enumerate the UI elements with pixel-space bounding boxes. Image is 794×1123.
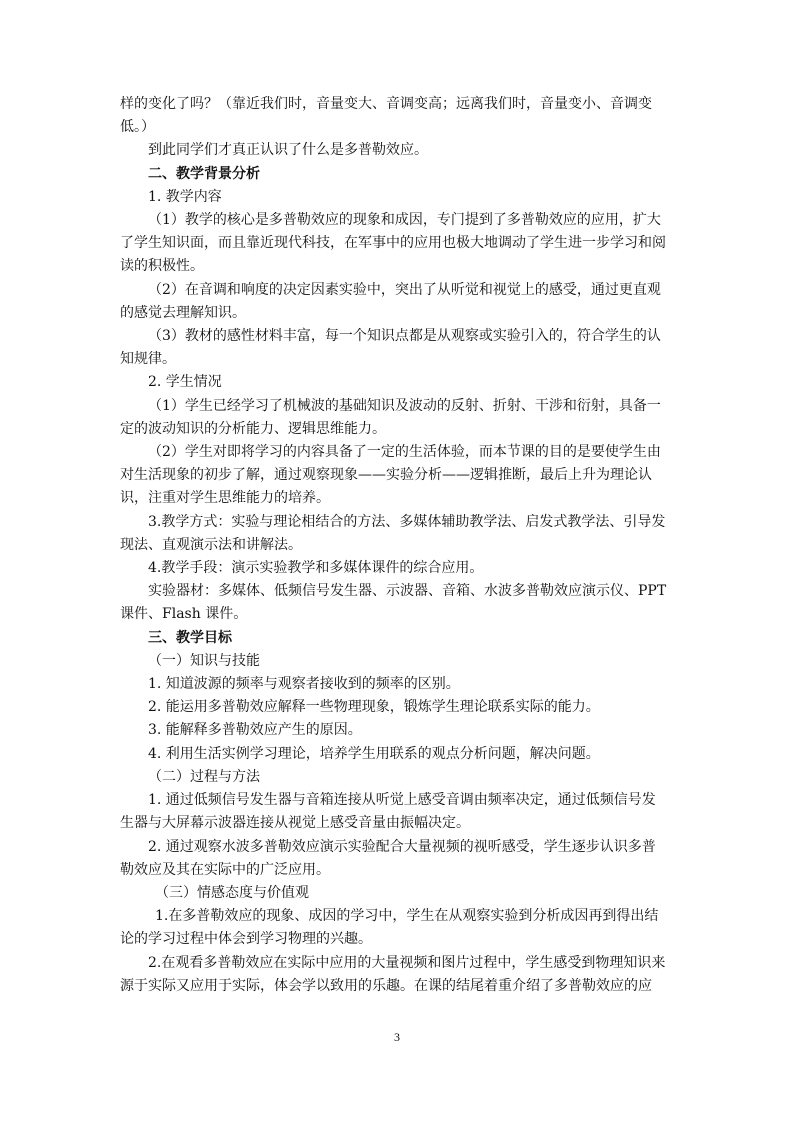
text-line: 识，注重对学生思维能力的培养。 — [120, 490, 330, 507]
text-line: 3. 能解释多普勒效应产生的原因。 — [148, 722, 362, 739]
text-line: （二）过程与方法 — [148, 768, 260, 785]
text-line: 勒效应及其在实际中的广泛应用。 — [120, 861, 330, 878]
page-body — [120, 93, 680, 998]
text-line: （1）教学的核心是多普勒效应的现象和成因，专门提到了多普勒效应的应用，扩大 — [148, 212, 661, 229]
text-line: 课件、Flash 课件。 — [120, 606, 248, 623]
text-line: 源于实际又应用于实际，体会学以致用的乐趣。在课的结尾着重介绍了多普勒效应的应 — [120, 977, 652, 994]
text-line: 2. 通过观察水波多普勒效应演示实验配合大量视频的视听感受，学生逐步认识多普 — [148, 838, 656, 855]
text-line: （2）学生对即将学习的内容具备了一定的生活体验，而本节课的目的是要使学生由 — [148, 444, 661, 461]
text-line: 知规律。 — [120, 351, 176, 368]
page-number: 3 — [394, 1030, 400, 1044]
section-heading: 三、教学目标 — [148, 629, 232, 646]
text-line: （一）知识与技能 — [148, 652, 260, 669]
text-line: 4. 利用生活实例学习理论，培养学生用联系的观点分析问题，解决问题。 — [148, 745, 600, 762]
text-line: 低。） — [120, 119, 155, 136]
text-line: 实验器材：多媒体、低频信号发生器、示波器、音箱、水波多普勒效应演示仪、PPT — [148, 583, 667, 600]
text-line: 4.教学手段：演示实验教学和多媒体课件的综合应用。 — [148, 560, 484, 577]
section-heading: 二、教学背景分析 — [148, 165, 260, 182]
text-line: 2. 学生情况 — [148, 374, 222, 391]
text-line: 3.教学方式：实验与理论相结合的方法、多媒体辅助教学法、启发式教学法、引导发 — [148, 513, 666, 530]
text-line: （2）在音调和响度的决定因素实验中，突出了从听觉和视觉上的感受，通过更直观 — [148, 281, 661, 298]
text-line: 现法、直观演示法和讲解法。 — [120, 536, 302, 553]
text-line: 了学生知识面，而且靠近现代科技，在军事中的应用也极大地调动了学生进一步学习和阅 — [120, 235, 666, 252]
text-line: 样的变化了吗？（靠近我们时，音量变大、音调变高；远离我们时，音量变小、音调变 — [120, 96, 652, 112]
text-line: 1. 知道波源的频率与观察者接收到的频率的区别。 — [148, 676, 460, 693]
text-line: 对生活现象的初步了解，通过观察现象——实验分析——逻辑推断，最后上升为理论认 — [120, 467, 652, 484]
text-line: 1. 教学内容 — [148, 188, 222, 205]
text-line: 1.在多普勒效应的现象、成因的学习中，学生在从观察实验到分析成因再到得出结 — [155, 908, 659, 925]
text-line: 定的波动知识的分析能力、逻辑思维能力。 — [120, 420, 386, 437]
text-line: （三）情感态度与价值观 — [155, 884, 309, 901]
text-line: 2. 能运用多普勒效应解释一些物理现象，锻炼学生理论联系实际的能力。 — [148, 699, 600, 716]
text-line: 生器与大屏幕示波器连接从视觉上感受音量由振幅决定。 — [120, 815, 470, 832]
text-line: 2.在观看多普勒效应在实际中应用的大量视频和图片过程中，学生感受到物理知识来 — [148, 954, 666, 971]
text-line: （3）教材的感性材料丰富，每一个知识点都是从观察或实验引入的，符合学生的认 — [148, 328, 661, 345]
text-line: 论的学习过程中体会到学习物理的兴趣。 — [120, 931, 372, 948]
text-line: 读的积极性。 — [120, 258, 204, 275]
text-line: （1）学生已经学习了机械波的基础知识及波动的反射、折射、干涉和衍射，具备一 — [148, 397, 661, 414]
text-line: 到此同学们才真正认识了什么是多普勒效应。 — [148, 142, 428, 159]
text-line: 的感觉去理解知识。 — [120, 304, 246, 321]
text-line: 1. 通过低频信号发生器与音箱连接从听觉上感受音调由频率决定，通过低频信号发 — [148, 792, 656, 809]
